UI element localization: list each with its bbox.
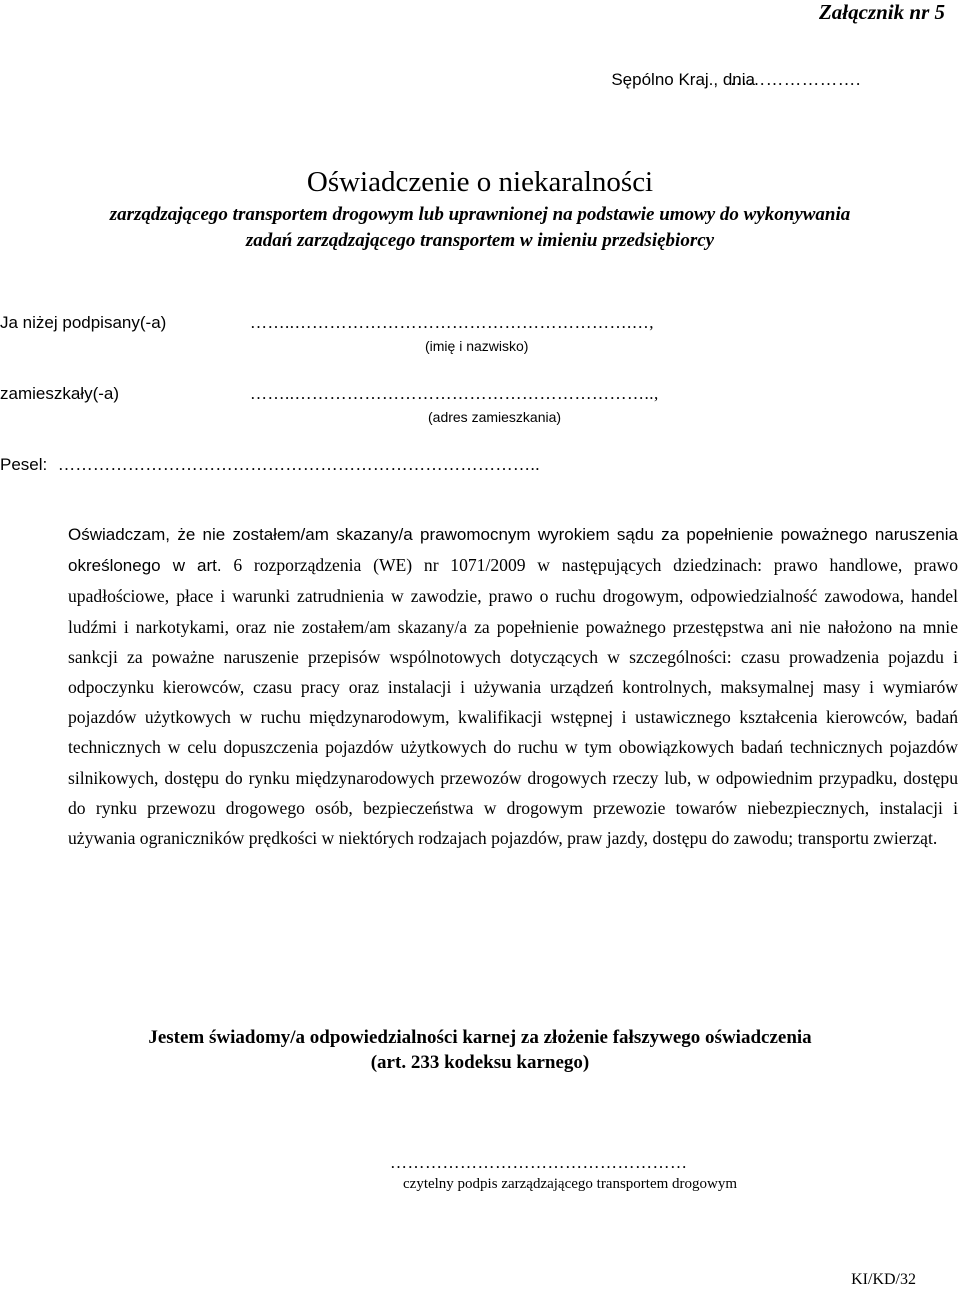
date-placeholder: ………………….: [730, 70, 862, 89]
statement-paragraph: [68, 519, 958, 853]
document-subtitle-line-2: zadań zarządzającego transportem w imieniu przedsiębiorcy: [245, 230, 715, 251]
annex-label: Załącznik nr 5: [818, 0, 945, 24]
liability-warning-line-1: Jestem świadomy/a odpowiedzialności karnej za złożenie fałszywego oświadczenia: [148, 1027, 812, 1048]
signature-caption: czytelny podpis zarządzającego transportem drogowym: [403, 1176, 738, 1192]
address-caption: (adres zamieszkania): [428, 409, 562, 425]
place-date: Sępólno Kraj., dnia: [611, 70, 755, 89]
document-code: KI/KD/32: [851, 1271, 916, 1288]
name-label: Ja niżej podpisany(-a): [0, 313, 167, 332]
name-caption: (imię i nazwisko): [425, 338, 529, 354]
statement-lead: Oświadczam, że nie zostałem/am skazany/a prawomocnym wyrokiem sądu za popełnienie poważnego naruszenia określonego w art.: [68, 525, 958, 576]
statement-text: 6 rozporządzenia (WE) nr 1071/2009 w następujących dziedzinach: prawo handlowe, prawo upadłościowe, płace i warunki zatrudnienia w zawodzie, prawo o ruchu drogowym, odpowiedzialność zawodowa, handel ludźmi i narkotykami, oraz nie zostałem/am skazany/a za popełnienie poważnego przestępstwa ani nie nałożono na mnie sankcji za poważne naruszenie przepisów wspólnotowych dotyczących w szczególności: czasu prowadzenia pojazdu i odpoczynku kierowców, czasu pracy oraz instalacji i używania urządzeń kontrolnych, maksymalnej masy i wymiarów pojazdów użytkowych w ruchu międzynarodowym, kwalifikacji wstępnej i ustawicznego kształcenia kierowców, badań technicznych w celu dopuszczenia pojazdów użytkowych do ruchu w tym obowiązkowych badań technicznych pojazdów silnikowych, dostępu do rynku międzynarodowych przewozów drogowych rzeczy lub, w odpowiednim przypadku, dostępu do rynku przewozu drogowego osób, bezpieczeństwa w drogowym przewozie towarów niebezpiecznych, instalacji i używania ograniczników prędkości w niektórych rodzajach pojazdów, praw jazdy, dostępu do zawodu; transportu zwierząt.: [68, 555, 959, 849]
document-title: Oświadczenie o niekaralności: [306, 166, 654, 198]
address-label: zamieszkały(-a): [0, 384, 120, 403]
liability-warning-line-2: (art. 233 kodeksu karnego): [370, 1052, 590, 1073]
address-field: ……..……………………………………………………..,: [250, 384, 659, 403]
pesel-label: Pesel:: [0, 455, 48, 474]
pesel-field: ………………………………………………………………………..: [58, 455, 540, 474]
signature-line: ……………………………………………: [390, 1153, 688, 1172]
document-subtitle-line-1: zarządzającego transportem drogowym lub uprawnionej na podstawie umowy do wykonywania: [109, 204, 851, 225]
name-field: ……..………………………………………………….…,: [250, 313, 654, 332]
